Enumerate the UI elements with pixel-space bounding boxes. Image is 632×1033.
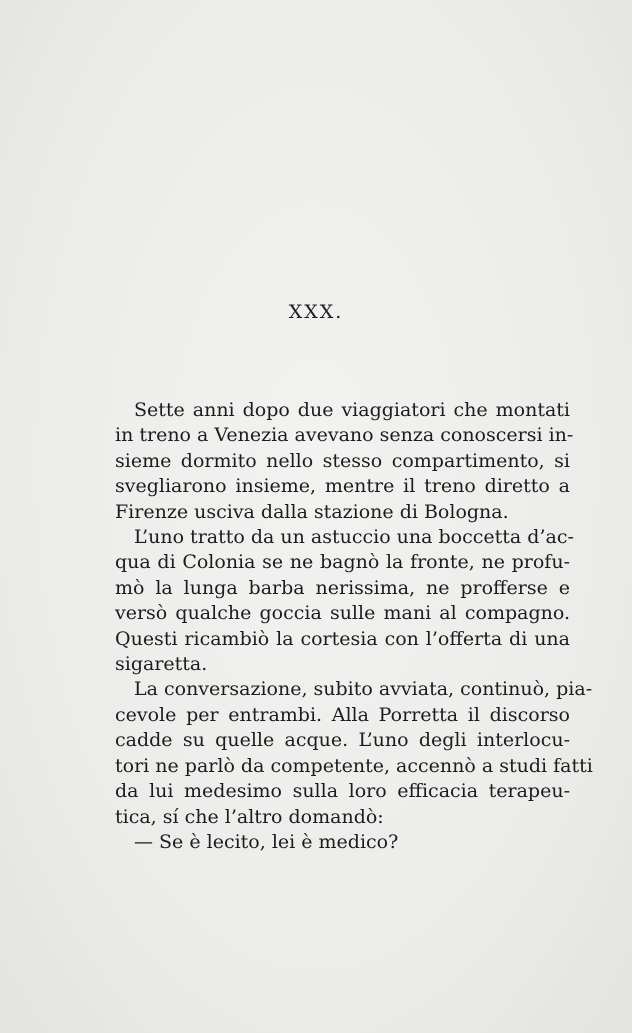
text-line: Questi ricambiò la cortesia con l’offerta di una xyxy=(115,627,570,650)
text-line: sigaretta. xyxy=(115,653,208,676)
text-line: Sette anni dopo due viaggiatori che montati xyxy=(134,399,570,421)
paragraph xyxy=(115,398,574,525)
text-line: sieme dormito nello stesso compartimento, si xyxy=(115,449,570,472)
text-line: tica, sí che l’altro domandò: xyxy=(115,805,384,828)
paragraph xyxy=(115,525,574,677)
text-line: versò qualche goccia sulle mani al compagno. xyxy=(115,602,570,625)
text-line: mò la lunga barba nerissima, ne profferse e xyxy=(115,576,570,599)
text-line: cadde su quelle acque. L’uno degli interlocu- xyxy=(115,729,570,752)
text-line: da lui medesimo sulla loro efficacia terapeu- xyxy=(115,780,570,803)
text-line: — Se è lecito, lei è medico? xyxy=(134,830,399,853)
paragraph xyxy=(115,677,593,829)
text-line: svegliarono insieme, mentre il treno diretto a xyxy=(115,475,570,498)
text-line: La conversazione, subito avviata, continuò, pia- xyxy=(134,678,593,701)
text-line: qua di Colonia se ne bagnò la fronte, ne profu- xyxy=(115,551,570,574)
text-line: L’uno tratto da un astuccio una boccetta d’ac- xyxy=(134,526,574,549)
text-line: cevole per entrambi. Alla Porretta il discorso xyxy=(115,703,570,726)
text-line: tori ne parlò da competente, accennò a studi fatti xyxy=(115,754,593,777)
chapter-heading: XXX. xyxy=(288,301,344,323)
text-line: Firenze usciva dalla stazione di Bologna. xyxy=(115,500,509,523)
text-line: in treno a Venezia avevano senza conoscersi in- xyxy=(115,424,574,447)
paragraph xyxy=(115,830,570,855)
body-text xyxy=(115,398,593,855)
